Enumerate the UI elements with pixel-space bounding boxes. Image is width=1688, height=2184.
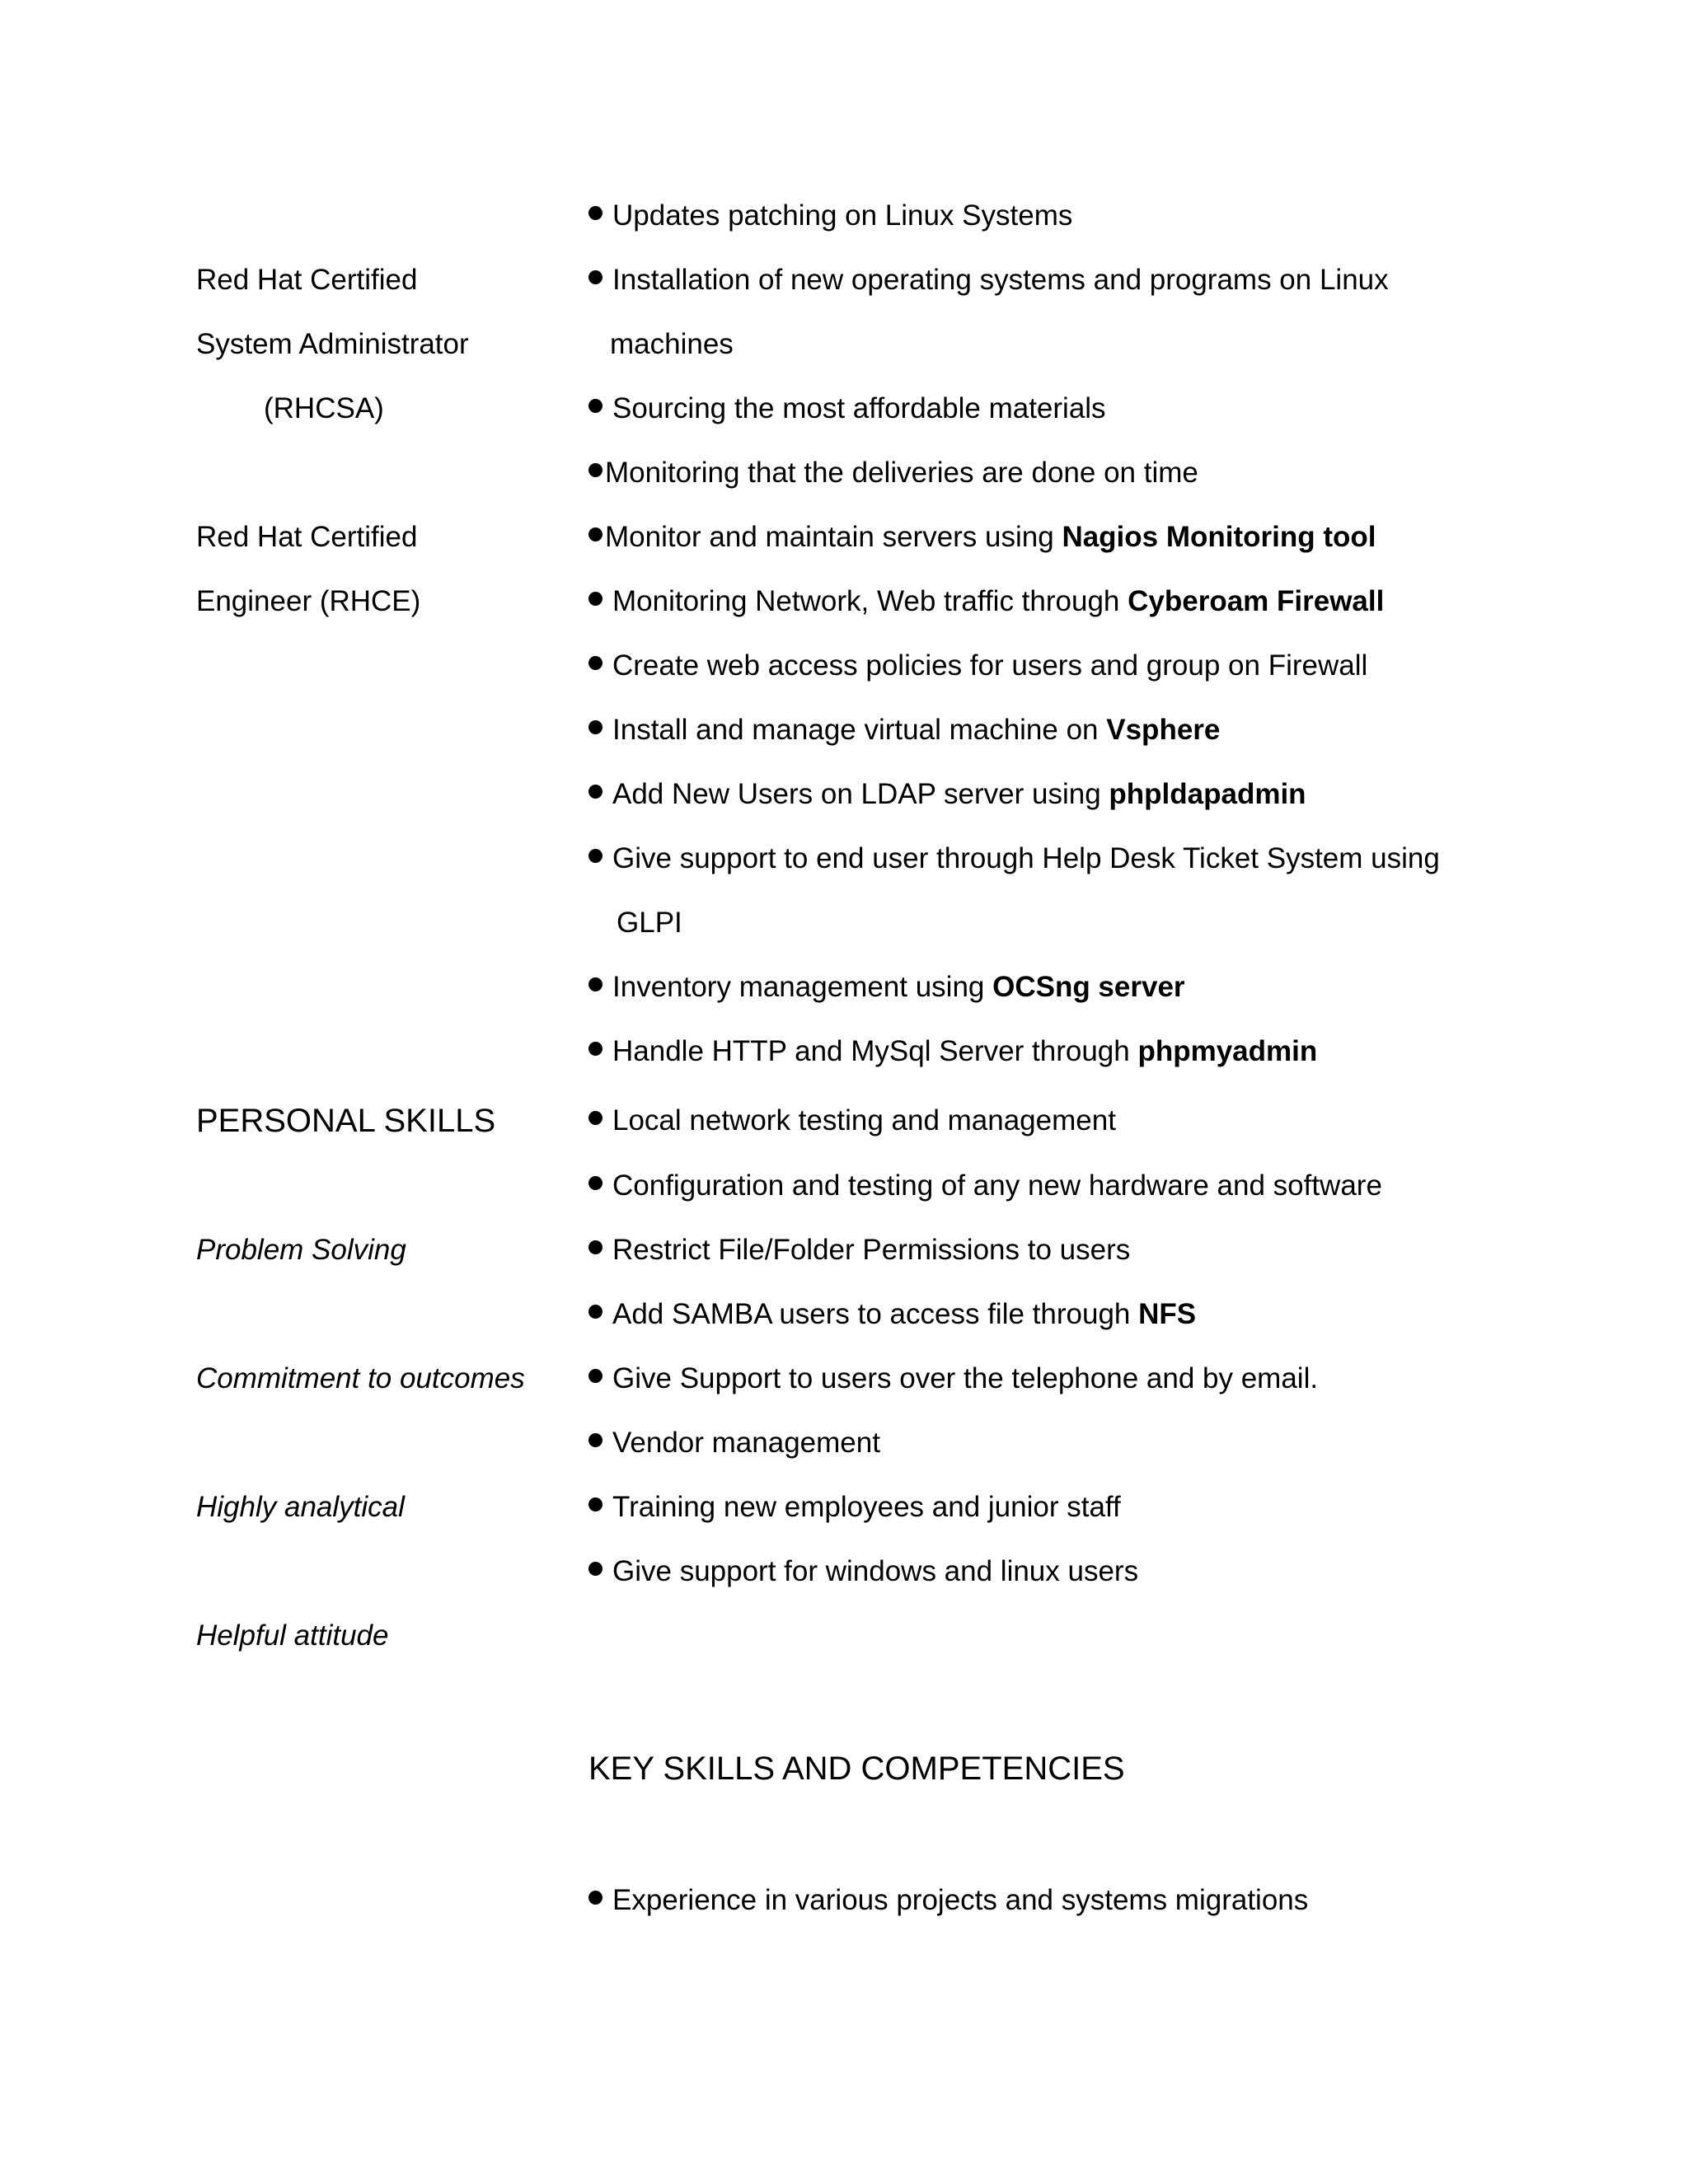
rhcsa-line-2: System Administrator [196, 328, 469, 360]
bullet-icon [588, 785, 603, 799]
bullet-icon [588, 1433, 603, 1447]
rhcsa-line-1: Red Hat Certified [196, 264, 418, 296]
personal-skill: Commitment to outcomes [196, 1362, 525, 1394]
key-skill-item: Experience in various projects and systems migrations [588, 1882, 1308, 1919]
rhce-line-1: Red Hat Certified [196, 521, 418, 553]
bullet-icon [588, 1497, 603, 1511]
duty-item: Restrict File/Folder Permissions to users [588, 1232, 1130, 1268]
rhcsa-line-3: (RHCSA) [264, 392, 384, 424]
bullet-icon [588, 1176, 603, 1190]
duty-item: Updates patching on Linux Systems [588, 198, 1072, 234]
duty-item: Inventory management using OCSng server [588, 969, 1185, 1005]
bullet-icon [588, 1240, 603, 1254]
bullet-icon [588, 463, 603, 477]
duty-item: Training new employees and junior staff [588, 1489, 1121, 1526]
duty-continuation: GLPI [617, 907, 682, 939]
bullet-icon [588, 1305, 603, 1319]
duty-continuation: machines [610, 328, 734, 360]
bullet-icon [588, 206, 603, 220]
bullet-icon [588, 1042, 603, 1056]
bullet-icon [588, 399, 603, 413]
bullet-icon [588, 1891, 603, 1905]
duty-item: Sourcing the most affordable materials [588, 391, 1106, 427]
bullet-icon [588, 1111, 603, 1125]
personal-skill: Problem Solving [196, 1234, 406, 1266]
duty-item: Add SAMBA users to access file through NFS [588, 1296, 1196, 1333]
duty-item: Add New Users on LDAP server using phpldapadmin [588, 776, 1306, 813]
duty-item: Give support to end user through Help Desk Ticket System using [588, 841, 1440, 877]
bullet-icon [588, 527, 603, 541]
bullet-icon [588, 270, 603, 284]
key-skills-heading: KEY SKILLS AND COMPETENCIES [588, 1750, 1125, 1787]
duty-item: Handle HTTP and MySql Server through phpmyadmin [588, 1033, 1317, 1070]
duty-item: Install and manage virtual machine on Vsphere [588, 712, 1220, 748]
duty-item: Vendor management [588, 1425, 880, 1461]
duty-item: Monitor and maintain servers using Nagios Monitoring tool [588, 519, 1376, 555]
personal-skill: Helpful attitude [196, 1619, 389, 1652]
bullet-icon [588, 1562, 603, 1576]
bullet-icon [588, 720, 603, 734]
rhce-line-2: Engineer (RHCE) [196, 585, 421, 617]
bullet-icon [588, 977, 603, 991]
duty-item: Local network testing and management [588, 1103, 1116, 1139]
bullet-icon [588, 1369, 603, 1383]
duty-item: Configuration and testing of any new hardware and software [588, 1168, 1382, 1204]
duty-item: Create web access policies for users and group on Firewall [588, 648, 1367, 684]
bullet-icon [588, 849, 603, 863]
bullet-icon [588, 656, 603, 670]
duty-item: Give Support to users over the telephone and by email. [588, 1361, 1318, 1397]
duty-item: Give support for windows and linux users [588, 1554, 1138, 1590]
duty-item: Monitoring that the deliveries are done on time [588, 455, 1198, 491]
personal-skills-heading: PERSONAL SKILLS [196, 1103, 496, 1139]
personal-skill: Highly analytical [196, 1491, 405, 1523]
duty-item: Monitoring Network, Web traffic through Cyberoam Firewall [588, 583, 1384, 620]
bullet-icon [588, 592, 603, 606]
duty-item: Installation of new operating systems and programs on Linux [588, 262, 1389, 298]
